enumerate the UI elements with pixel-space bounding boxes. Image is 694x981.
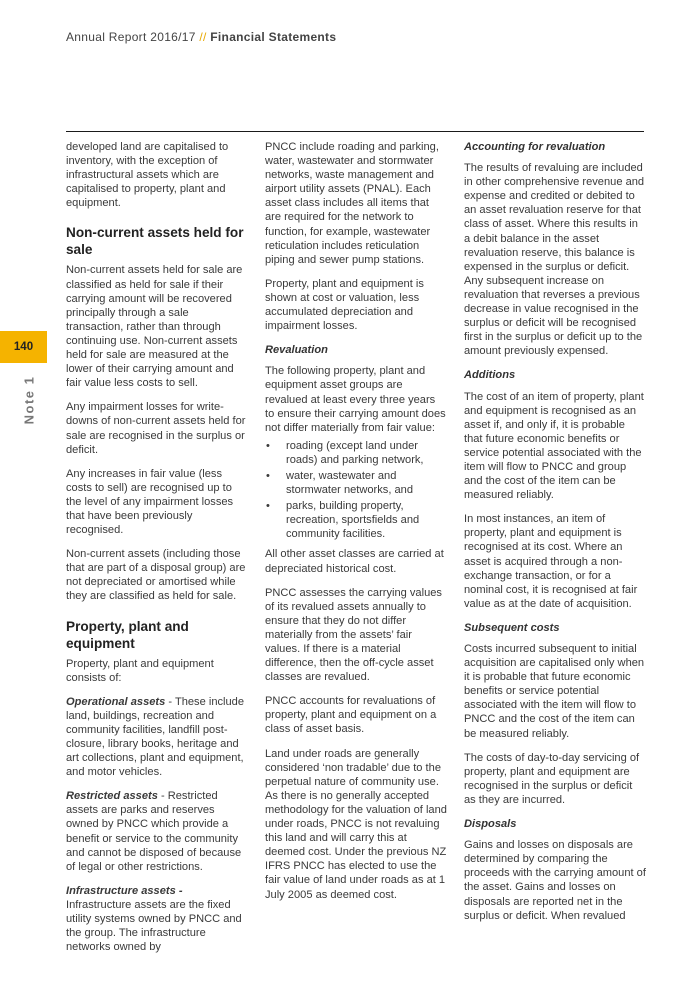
paragraph: The following property, plant and equipment asset groups are revalued at least every three years to ensure their carrying amount does not differ materially from fair value: xyxy=(265,365,446,434)
paragraph: PNCC include roading and parking, water, wastewater and stormwater networks, waste management and airport utility assets (PNAL). Each asset class includes all items that are required for the network to function, for example, wastewater reticulation includes reticulation piping and sewer pump stations. xyxy=(265,141,439,266)
paragraph: Property, plant and equipment is shown at cost or valuation, less accumulated depreciation and impairment losses. xyxy=(265,277,424,333)
bullet-icon: • xyxy=(266,469,270,482)
page-number: 140 xyxy=(13,341,34,353)
heading-additions: Additions xyxy=(464,369,516,382)
note-label: Note 1 xyxy=(21,375,37,425)
paragraph: Any increases in fair value (less costs to sell) are recognised up to the level of any impairment losses that have been previously recognised. xyxy=(66,467,234,537)
paragraph: Non-current assets (including those that are part of a disposal group) are not depreciated or amortised while they are classified as held for sale. xyxy=(66,548,246,603)
header-rule xyxy=(66,131,644,132)
heading-accounting-for-revaluation: Accounting for revaluation xyxy=(464,141,606,153)
paragraph: Property, plant and equipment consists of: xyxy=(66,657,214,684)
paragraph: Any impairment losses for write-downs of non-current assets held for sale are recognised in the surplus or deficit. xyxy=(66,401,246,456)
paragraph-restricted-assets xyxy=(66,789,248,874)
lead-restricted: Restricted assets xyxy=(66,790,158,803)
paragraph: Land under roads are generally considered ‘non tradable’ due to the perpetual nature of community use. As there is no generally accepted methodology for the valuation of land under roads, PNCC is not revaluing this land and will carry this at deemed cost. Under the previous NZ IFRS PNCC has elected to use the fair value of land under roads as at 1 July 2005 as deemed cost. xyxy=(265,747,447,901)
heading-revaluation: Revaluation xyxy=(265,344,328,357)
bullet-icon: • xyxy=(266,439,270,452)
text-restricted: - Restricted assets are parks and reserves owned by PNCC which provide a benefit or service to the community and cannot be disposed of because of legal or other restrictions. xyxy=(66,790,242,873)
paragraph: Non-current assets held for sale are classified as held for sale if their carrying amount will be recovered principally through a sale transaction, rather than through continuing use. Non-current assets held for sale are measured at the lower of their carrying amount and fair value less costs to sell. xyxy=(66,264,243,390)
column-1 xyxy=(66,140,248,964)
paragraph: Gains and losses on disposals are determined by comparing the proceeds with the carrying amount of the asset. Gains and losses on disposals are reported net in the surplus or deficit. When revalued xyxy=(464,839,646,922)
revalued-asset-list xyxy=(265,439,447,542)
header-separator: // xyxy=(199,30,207,44)
paragraph: developed land are capitalised to inventory, with the exception of infrastructural assets which are capitalised to property, plant and equipment. xyxy=(66,141,229,210)
column-3 xyxy=(464,140,646,933)
section-title: Financial Statements xyxy=(210,30,337,44)
paragraph: The costs of day-to-day servicing of property, plant and equipment are recognised in the surplus or deficit as they are incurred. xyxy=(464,751,640,806)
list-item: • water, wastewater and stormwater networks, and xyxy=(266,469,414,497)
paragraph-operational-assets xyxy=(66,695,248,780)
text-infrastructure: Infrastructure assets are the fixed utility systems owned by PNCC and the group. The infrastructure networks owned by xyxy=(66,898,242,954)
paragraph: The results of revaluing are included in other comprehensive revenue and expense and credited or debited to an asset revaluation reserve for that class of asset. Where this results in a debit balance in the asset revaluation reserve, this balance is expensed in the surplus or deficit. Any subsequent increase on revaluation that reverses a previous decrease in value recognised in the surplus or deficit will be recognised first in the surplus or deficit up to the amount previously expensed. xyxy=(464,162,645,358)
bullet-icon: • xyxy=(266,500,270,513)
list-item: • parks, building property, recreation, sportsfields and community facilities. xyxy=(266,500,420,541)
running-header xyxy=(66,30,336,44)
paragraph: The cost of an item of property, plant and equipment is recognised as an asset if, and only if, it is probable that future economic benefits or service potential associated with the item will flow to PNCC and group and the cost of the item can be measured reliably. xyxy=(464,390,644,502)
paragraph-infrastructure-assets xyxy=(66,884,248,954)
heading-subsequent-costs: Subsequent costs xyxy=(464,621,560,634)
lead-infrastructure: Infrastructure assets - xyxy=(66,884,183,897)
list-item: • roading (except land under roads) and parking network, xyxy=(266,439,424,466)
column-2 xyxy=(265,140,447,912)
paragraph: All other asset classes are carried at depreciated historical cost. xyxy=(265,548,444,575)
text-operational: - These include land, buildings, recreation and community facilities, landfill post-closure, library books, heritage and art collections, plant and equipment, and motor vehicles. xyxy=(66,695,245,779)
paragraph: PNCC assesses the carrying values of its revalued assets annually to ensure that they do not differ materially from the assets’ fair values. If there is a material difference, then the off-cycle asset classes are revalued. xyxy=(265,586,442,684)
page-number-tab xyxy=(0,331,47,363)
paragraph: Costs incurred subsequent to initial acquisition are capitalised only when it is probable that future economic benefits or service potential associated with the item will flow to PNCC and the cost of the item can be measured reliably. xyxy=(464,643,645,740)
heading-disposals: Disposals xyxy=(464,818,517,831)
heading-noncurrent-assets: Non-current assets held for sale xyxy=(66,225,244,258)
lead-operational: Operational assets xyxy=(66,695,166,708)
report-title: Annual Report 2016/17 xyxy=(66,30,196,44)
paragraph: PNCC accounts for revaluations of property, plant and equipment on a class of asset basis. xyxy=(265,695,437,736)
paragraph: In most instances, an item of property, plant and equipment is recognised at its cost. Where an asset is acquired through a non-exchange transaction, or for a nominal cost, it is recognised at fair value as at the date of acquisition. xyxy=(464,513,638,610)
heading-property-plant-equipment: Property, plant and equipment xyxy=(66,618,189,651)
